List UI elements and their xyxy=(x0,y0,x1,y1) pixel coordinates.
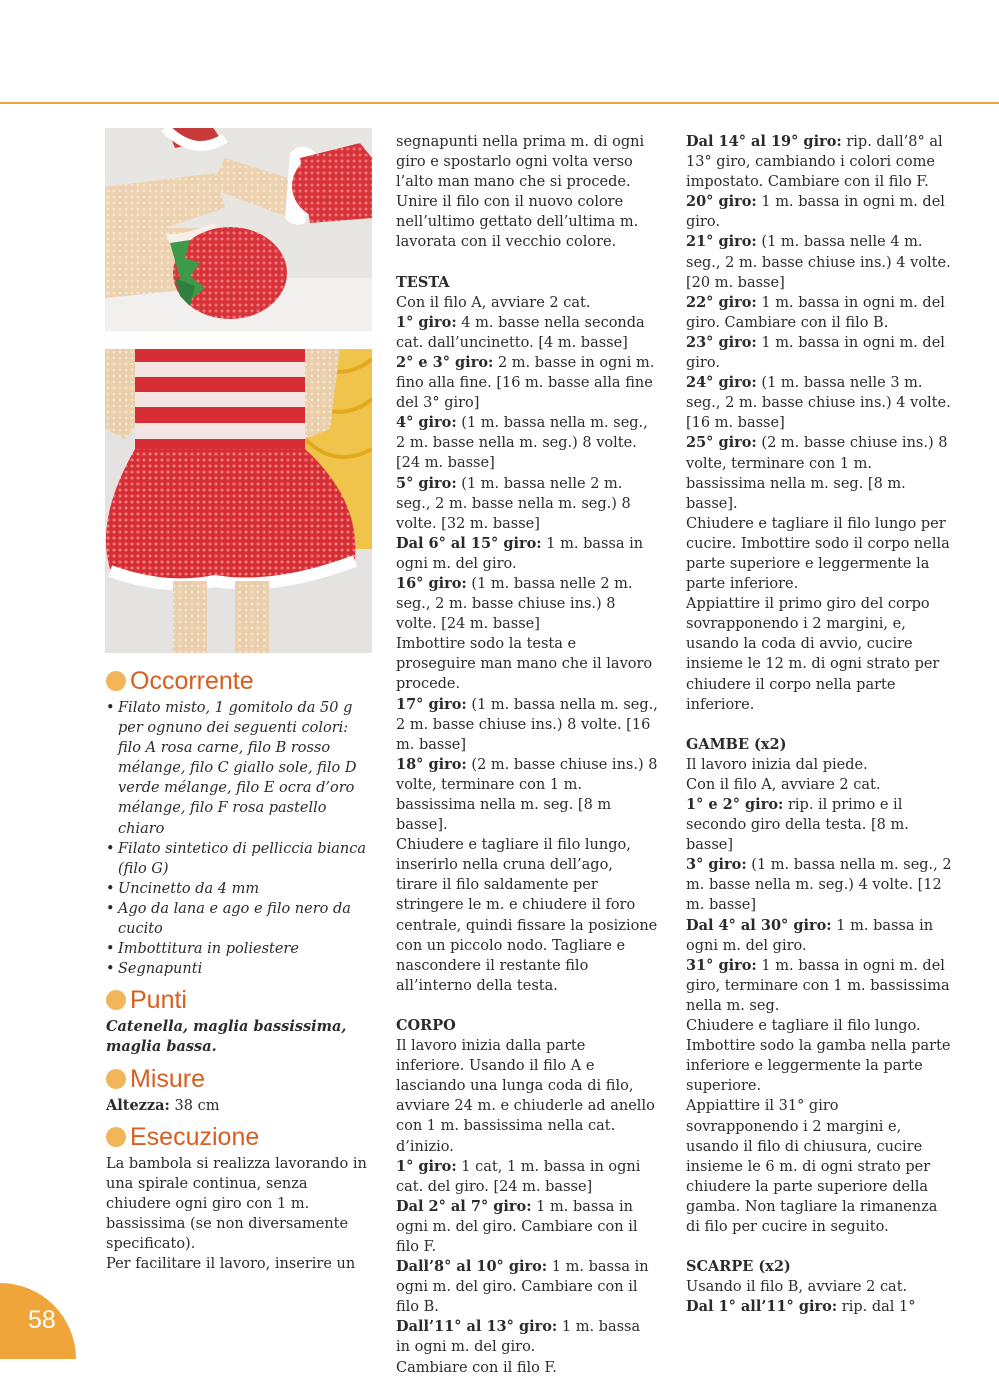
row-label: 1° giro: xyxy=(396,313,457,331)
row-text: (1 m. bassa nelle 3 m. seg., 2 m. basse chiuse ins.) 4 volte. [16 m. basse] xyxy=(686,375,951,432)
row-label: 16° giro: xyxy=(396,574,467,592)
esecuzione-text-2: Per facilitare il lavoro, inserire un xyxy=(106,1256,356,1273)
misure-label: Altezza: xyxy=(106,1096,170,1114)
instruction-row xyxy=(686,132,952,192)
section-esecuzione xyxy=(106,1122,374,1152)
row-text: 1 m. bassa in ogni m. del giro. Cambiare con il filo B. xyxy=(686,294,945,331)
row-label: 3° giro: xyxy=(686,856,747,874)
instruction-row xyxy=(396,1257,658,1317)
row-label: 4° giro: xyxy=(396,414,457,432)
esecuzione-text: La bambola si realizza lavorando in una spirale continua, senza chiudere ogni giro con 1 m. bassissima (se non diversamente specificato). xyxy=(106,1155,367,1252)
material-item: • Ago da lana e ago e filo nero da cucito xyxy=(106,899,374,939)
paragraph: Il lavoro inizia dalla parte inferiore. Usando il filo A e lasciando una lunga coda di filo, avviare 24 m. e chiuderle ad anello con 1 m. bassissima nella cat. d’inizio. xyxy=(396,1038,655,1155)
paragraph: Appiattire il primo giro del corpo sovrapponendo i 2 margini, e, usando la coda di avvio, cucire insieme le 12 m. di ogni strato per chiudere il corpo nella parte inferiore. xyxy=(686,596,940,713)
misure-text xyxy=(106,1096,374,1116)
row-text: rip. dal 1° xyxy=(837,1299,916,1316)
row-text: 1 m. bassa in ogni m. del giro. Cambiare con il filo F. xyxy=(396,1198,638,1255)
heading-corpo: CORPO xyxy=(396,1016,456,1034)
row-label: Dal 1° all’11° giro: xyxy=(686,1298,838,1316)
instruction-row xyxy=(686,433,952,513)
row-label: Dall’8° al 10° giro: xyxy=(396,1258,548,1276)
intro-paragraph: segnapunti nella prima m. di ogni giro e spostarlo ogni volta verso l’alto man mano che si procede. Unire il filo con il nuovo colore nell’ultimo gettato dell’ultima m. lavorata con il vecchio colore. xyxy=(396,134,645,251)
material-item: • Imbottitura in poliestere xyxy=(106,939,374,959)
row-label: Dall’11° al 13° giro: xyxy=(396,1318,558,1336)
row-text: (1 m. bassa nelle 4 m. seg., 2 m. basse chiuse ins.) 4 volte. [20 m. basse] xyxy=(686,234,951,291)
instruction-row xyxy=(686,956,952,1016)
row-text: 1 m. bassa in ogni m. del giro. xyxy=(686,194,945,231)
row-label: Dal 14° al 19° giro: xyxy=(686,133,842,150)
row-label: 2° e 3° giro: xyxy=(396,353,494,371)
section-occorrente xyxy=(106,666,374,696)
instruction-row xyxy=(686,192,952,232)
section-title: Misure xyxy=(130,1064,206,1093)
row-text: (2 m. basse chiuse ins.) 8 volte, terminare con 1 m. bassissima nella m. seg. [8 m basse]. xyxy=(396,756,658,834)
row-text: (1 m. bassa nella m. seg., 2 m. basse nella m. seg.) 8 volte. [24 m. basse] xyxy=(396,415,648,472)
page-number: 58 xyxy=(28,1306,56,1334)
instruction-row xyxy=(686,1297,952,1317)
column-3 xyxy=(686,132,952,1317)
instruction-row xyxy=(396,413,658,473)
row-text: rip. il primo e il secondo giro della testa. [8 m. basse] xyxy=(686,797,909,854)
row-text: 1 m. bassa in ogni m. del giro. xyxy=(686,917,934,954)
row-text: (1 m. bassa nelle 2 m. seg., 2 m. basse nella m. seg.) 8 volte. [32 m. basse] xyxy=(396,475,631,532)
material-item: • Segnapunti xyxy=(106,959,374,979)
row-label: 1° e 2° giro: xyxy=(686,796,784,813)
paragraph: Il lavoro inizia dal piede. xyxy=(686,756,868,773)
heading-gambe: GAMBE (x2) xyxy=(686,735,787,753)
row-text: 1 m. bassa in ogni m. del giro. xyxy=(686,334,945,372)
instruction-row xyxy=(396,1197,658,1257)
punti-text: Catenella, maglia bassissima, maglia bassa. xyxy=(106,1018,347,1056)
material-item: • Filato misto, 1 gomitolo da 50 g per ognuno dei seguenti colori: filo A rosa carne, filo B rosso mélange, filo C giallo sole, filo D verde mélange, filo E ocra d’oro mélange, filo F rosa pastello chiaro xyxy=(106,698,374,839)
section-bullet-icon xyxy=(106,1069,126,1089)
row-text: 1 m. bassa in ogni m. del giro. xyxy=(396,535,644,572)
heading-scarpe: SCARPE (x2) xyxy=(686,1258,791,1276)
paragraph: Chiudere e tagliare il filo lungo. Imbottire sodo la gamba nella parte inferiore e leggermente la parte superiore. xyxy=(686,1018,951,1095)
row-text: (1 m. bassa nella m. seg., 2 m. basse nella m. seg.) 4 volte. [12 m. basse] xyxy=(686,857,952,914)
row-text: 1 cat, 1 m. bassa in ogni cat. del giro. [24 m. basse] xyxy=(396,1158,641,1195)
row-text: (2 m. basse chiuse ins.) 8 volte, terminare con 1 m. bassissima nella m. seg. [8 m. basse]. xyxy=(686,435,948,512)
instruction-row xyxy=(396,313,658,353)
row-label: 23° giro: xyxy=(686,333,757,351)
paragraph: Imbottire sodo la testa e proseguire man mano che il lavoro procede. xyxy=(396,636,653,693)
section-title: Esecuzione xyxy=(130,1122,260,1151)
instruction-row xyxy=(396,695,658,755)
row-label: 1° giro: xyxy=(396,1157,457,1175)
row-text: 2 m. basse in ogni m. fino alla fine. [16 m. basse alla fine del 3° giro] xyxy=(396,354,655,412)
row-text: (1 m. bassa nelle 2 m. seg., 2 m. basse chiuse ins.) 8 volte. [24 m. basse] xyxy=(396,575,633,633)
row-label: 21° giro: xyxy=(686,233,757,251)
instruction-row xyxy=(396,353,658,413)
row-label: Dal 6° al 15° giro: xyxy=(396,534,542,552)
instruction-row xyxy=(396,1157,658,1197)
section-bullet-icon xyxy=(106,671,126,691)
row-text: 1 m. bassa in ogni m. del giro. xyxy=(396,1319,641,1356)
paragraph: Chiudere e tagliare il filo lungo, inserirlo nella cruna dell’ago, tirare il filo saldamente per stringere le m. e chiudere il foro centrale, quindi fissare la posizione con un piccolo nodo. Tagliare e nascondere il restante filo all’interno della testa. xyxy=(396,837,658,994)
row-label: 18° giro: xyxy=(396,755,467,773)
paragraph: Cambiare con il filo F. xyxy=(396,1359,557,1376)
paragraph: Con il filo A, avviare 2 cat. xyxy=(686,776,881,793)
instruction-row xyxy=(686,373,952,433)
instruction-row xyxy=(396,574,658,634)
row-label: 24° giro: xyxy=(686,374,757,392)
photo-strawberry-shoe xyxy=(105,128,372,331)
instruction-row xyxy=(396,534,658,574)
row-text: 1 m. bassa in ogni m. del giro, terminare con 1 m. bassissima nella m. seg. xyxy=(686,957,950,1014)
misure-value: 38 cm xyxy=(169,1097,220,1114)
instruction-row xyxy=(686,333,952,373)
section-bullet-icon xyxy=(106,990,126,1010)
row-label: 20° giro: xyxy=(686,193,757,211)
column-2 xyxy=(396,132,658,1378)
row-label: 22° giro: xyxy=(686,293,757,311)
section-bullet-icon xyxy=(106,1127,126,1147)
material-item: • Filato sintetico di pelliccia bianca (filo G) xyxy=(106,839,374,879)
instruction-row xyxy=(686,855,952,915)
instruction-row xyxy=(396,474,658,534)
photo-doll-body xyxy=(105,349,372,653)
row-text: rip. dall’8° al 13° giro, cambiando i colori come impostato. Cambiare con il filo F. xyxy=(686,134,943,191)
row-text: (1 m. bassa nella m. seg., 2 m. basse chiuse ins.) 8 volte. [16 m. basse] xyxy=(396,696,658,753)
section-misure xyxy=(106,1064,374,1094)
instruction-row xyxy=(686,795,952,855)
paragraph: Chiudere e tagliare il filo lungo per cucire. Imbottire sodo il corpo nella parte superiore e leggermente la parte inferiore. xyxy=(686,515,950,593)
material-item: • Uncinetto da 4 mm xyxy=(106,879,374,899)
row-label: 31° giro: xyxy=(686,956,757,974)
heading-testa: TESTA xyxy=(396,273,450,291)
row-label: 25° giro: xyxy=(686,434,757,452)
instruction-row xyxy=(686,916,952,956)
paragraph: Con il filo A, avviare 2 cat. xyxy=(396,294,591,311)
section-punti xyxy=(106,985,374,1015)
row-text: 4 m. basse nella seconda cat. dall’uncinetto. [4 m. basse] xyxy=(396,314,645,351)
column-1 xyxy=(106,666,374,1274)
materials-list xyxy=(106,698,374,979)
instruction-row xyxy=(686,232,952,292)
section-title: Punti xyxy=(130,986,187,1015)
row-text: 1 m. bassa in ogni m. del giro. Cambiare con il filo B. xyxy=(396,1259,649,1316)
row-label: 17° giro: xyxy=(396,695,467,713)
instruction-row xyxy=(396,755,658,835)
instruction-row xyxy=(396,1317,658,1357)
row-label: Dal 4° al 30° giro: xyxy=(686,916,832,934)
paragraph: Usando il filo B, avviare 2 cat. xyxy=(686,1279,908,1296)
paragraph: Appiattire il 31° giro sovrapponendo i 2 margini e, usando il filo di chiusura, cucire insieme le 6 m. di ogni strato per chiudere la parte superiore della gamba. Non tagliare la rimanenza di filo per cucire in seguito. xyxy=(686,1098,938,1235)
top-rule xyxy=(0,102,999,104)
section-title: Occorrente xyxy=(130,667,254,695)
instruction-row xyxy=(686,293,952,333)
row-label: Dal 2° al 7° giro: xyxy=(396,1197,532,1215)
row-label: 5° giro: xyxy=(396,474,457,492)
